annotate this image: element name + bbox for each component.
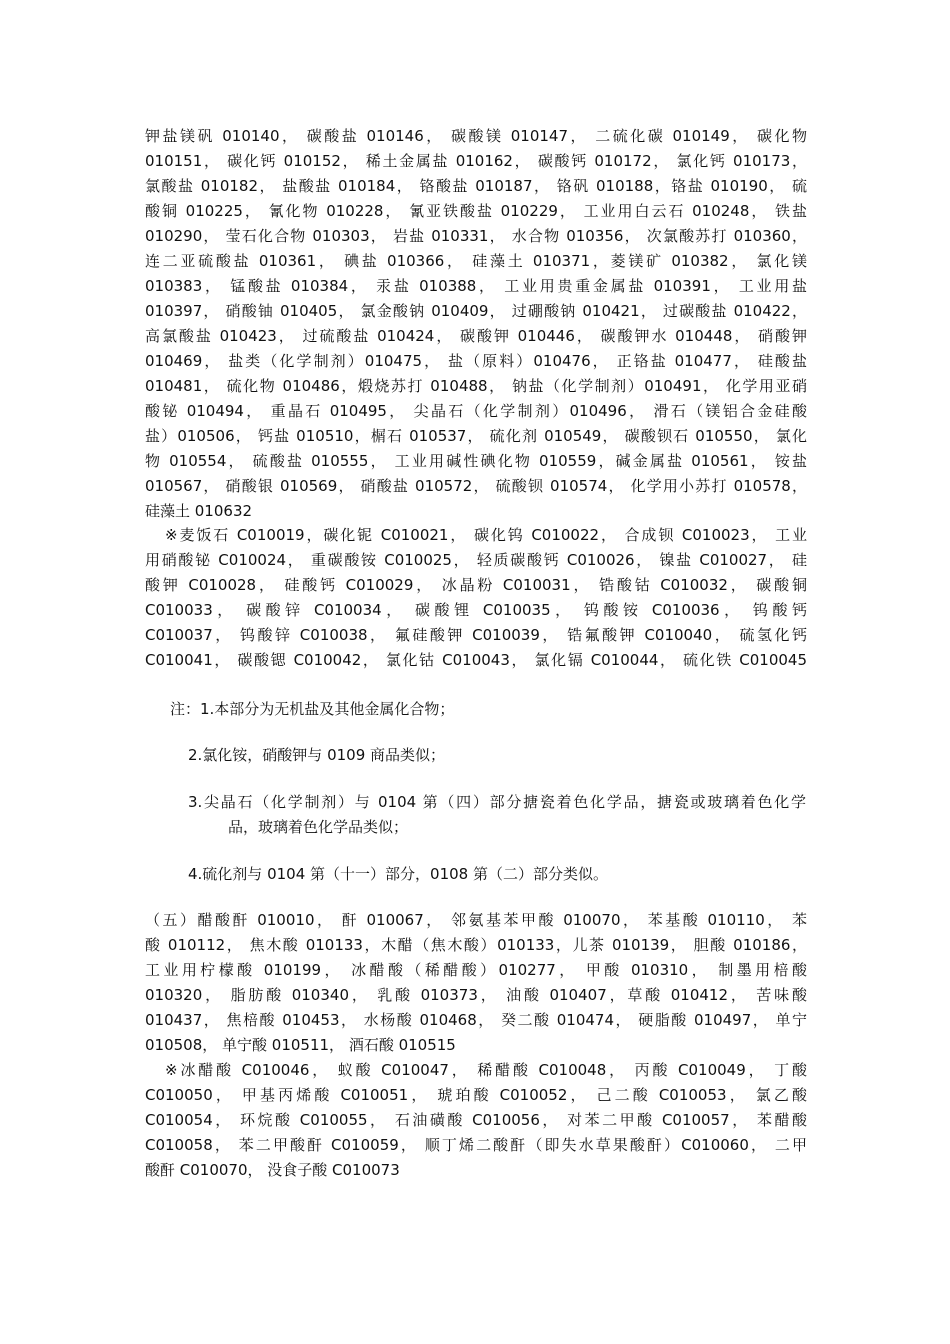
text-line: 010383， 锰酸盐 010384， 汞盐 010388， 工业用贵重金属盐 010391， 工业用盐 <box>145 277 807 295</box>
text-line: 酸 010112， 焦木酸 010133，木醋（焦木酸）010133，儿茶 010139， 胆酸 010186， <box>145 936 807 954</box>
text-line: 010437， 焦棓酸 010453， 水杨酸 010468， 癸二酸 010474， 硬脂酸 010497， 单宁 <box>145 1011 807 1029</box>
text-line: ※麦饭石 C010019，碳化铌 C010021， 碳化钨 C010022， 合成钡 C010023， 工业 <box>165 526 807 544</box>
text-line: C010054， 环烷酸 C010055， 石油磺酸 C010056， 对苯二甲酸 C010057， 苯醋酸 <box>145 1111 807 1129</box>
text-line: C010037， 钨酸锌 C010038， 氟硅酸钾 C010039， 锆氟酸钾 C010040， 硫氢化钙 <box>145 626 807 644</box>
text-line: 连二亚硫酸盐 010361， 碘盐 010366， 硅藻土 010371，菱镁矿 010382， 氯化镁 <box>145 252 807 270</box>
note-item: 4.硫化剂与 0104 第（十一）部分，0108 第（二）部分类似。 <box>188 865 608 883</box>
text-line: 010151， 碳化钙 010152， 稀土金属盐 010162， 碳酸钙 010172， 氯化钙 010173， <box>145 152 807 170</box>
text-line: 工业用柠檬酸 010199， 冰醋酸（稀醋酸）010277， 甲酸 010310， 制墨用棓酸 <box>145 961 807 979</box>
text-line: 氯酸盐 010182， 盐酸盐 010184， 铬酸盐 010187， 铬矾 010188，铬盐 010190， 硫 <box>145 177 807 195</box>
text-line: 盐）010506， 钙盐 010510，榍石 010537， 硫化剂 010549， 碳酸钡石 010550， 氯化 <box>145 427 807 445</box>
text-line: 酸酐 C010070， 没食子酸 C010073 <box>145 1161 400 1179</box>
text-line: 钾盐镁矾 010140， 碳酸盐 010146， 碳酸镁 010147， 二硫化碳 010149， 碳化物 <box>145 127 807 145</box>
text-line: 酸钾 C010028， 硅酸钙 C010029， 冰晶粉 C010031， 锆酸钴 C010032， 碳酸铜 <box>145 576 807 594</box>
text-line: 010469， 盐类（化学制剂）010475， 盐（原料）010476， 正铬盐 010477， 硅酸盐 <box>145 352 807 370</box>
note-item: 注：1.本部分为无机盐及其他金属化合物； <box>170 700 455 718</box>
text-line: 酸铜 010225， 氰化物 010228， 氰亚铁酸盐 010229， 工业用白云石 010248， 铁盐 <box>145 202 807 220</box>
note-item: 3.尖晶石（化学制剂）与 0104 第（四）部分搪瓷着色化学品，搪瓷或玻璃着色化学 <box>188 793 806 811</box>
text-line: 010290， 莹石化合物 010303， 岩盐 010331， 水合物 010356， 次氯酸苏打 010360， <box>145 227 807 245</box>
text-line: 物 010554， 硫酸盐 010555， 工业用碱性碘化物 010559，碱金属盐 010561， 铵盐 <box>145 452 807 470</box>
text-line: C010033， 碳酸锌 C010034， 碳酸锂 C010035， 钨酸铵 C010036， 钨酸钙 <box>145 601 807 619</box>
text-line: 010481， 硫化物 010486，煅烧苏打 010488， 钠盐（化学制剂）010491， 化学用亚硝 <box>145 377 807 395</box>
text-line: 010320， 脂肪酸 010340， 乳酸 010373， 油酸 010407，草酸 010412， 苦味酸 <box>145 986 807 1004</box>
text-line: C010050， 甲基丙烯酸 C010051， 琥珀酸 C010052， 己二酸 C010053， 氯乙酸 <box>145 1086 807 1104</box>
note-item: 2.氯化铵，硝酸钾与 0109 商品类似； <box>188 746 446 764</box>
text-line: 010567， 硝酸银 010569， 硝酸盐 010572， 硫酸钡 010574， 化学用小苏打 010578， <box>145 477 807 495</box>
note-item: 品，玻璃着色化学品类似； <box>228 818 409 836</box>
text-line: C010041， 碳酸锶 C010042， 氯化钴 C010043， 氯化镉 C010044， 硫化铁 C010045 <box>145 651 807 669</box>
text-line: 010508， 单宁酸 010511， 酒石酸 010515 <box>145 1036 456 1054</box>
text-line: 010397， 硝酸铀 010405， 氯金酸钠 010409， 过硼酸钠 010421， 过碳酸盐 010422， <box>145 302 807 320</box>
text-line: ※冰醋酸 C010046， 蚁酸 C010047， 稀醋酸 C010048， 丙酸 C010049， 丁酸 <box>165 1061 807 1079</box>
text-line: 酸铋 010494， 重晶石 010495， 尖晶石（化学制剂）010496， 滑石（镁铝合金硅酸 <box>145 402 807 420</box>
text-line: C010058， 苯二甲酸酐 C010059， 顺丁烯二酸酐（即失水草果酸酐）C010060， 二甲 <box>145 1136 807 1154</box>
text-line: 硅藻土 010632 <box>145 502 253 520</box>
text-line: （五）醋酸酐 010010， 酐 010067， 邻氨基苯甲酸 010070， 苯基酸 010110， 苯 <box>145 911 807 929</box>
text-line: 用硝酸铋 C010024， 重碳酸铵 C010025， 轻质碳酸钙 C010026， 镍盐 C010027， 硅 <box>145 551 807 569</box>
text-line: 高氯酸盐 010423， 过硫酸盐 010424， 碳酸钾 010446， 碳酸钾水 010448， 硝酸钾 <box>145 327 807 345</box>
